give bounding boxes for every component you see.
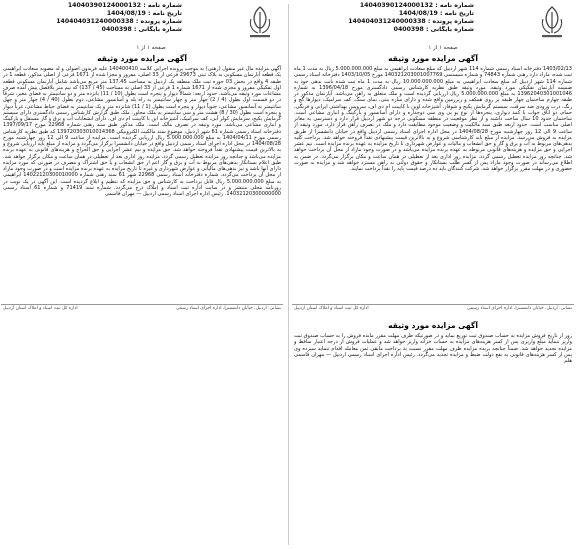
left-header-meta xyxy=(2,2,182,34)
footer-address: نشانی: اردبیل، خیابان دانشسرا، اداره اجرای اسناد رسمی xyxy=(176,306,281,311)
footer-organization: اداره کل ثبت اسناد و املاک استان اردبیل xyxy=(294,306,369,311)
page-number: صفحه ۱ از ۱ xyxy=(428,45,458,51)
notice-footer xyxy=(292,304,574,311)
archive-number: شماره بایگانی : 0400398 xyxy=(393,26,474,33)
auction-notice-continued xyxy=(292,321,574,407)
national-emblem-icon xyxy=(534,3,570,41)
left-page-header xyxy=(0,0,284,54)
letter-date: تاریخ نامه : 1404/08/19 xyxy=(398,10,474,17)
notice-title: آگهی مزایده مورد وثیقه xyxy=(97,54,187,63)
notice-title: آگهی مزایده مورد وثیقه xyxy=(388,54,478,63)
auction-notice xyxy=(292,54,574,302)
case-number: شماره پرونده : 140404031240000338 xyxy=(56,18,182,25)
national-emblem-icon xyxy=(242,3,278,41)
letter-date: تاریخ نامه : 1404/08/19 xyxy=(106,10,182,17)
page-divider xyxy=(288,4,289,545)
right-page-header xyxy=(292,0,576,54)
footer-address: نشانی: اردبیل، خیابان دانشسرا، اداره اجرای اسناد رسمی xyxy=(467,306,572,311)
archive-number: شماره بایگانی : 0400398 xyxy=(101,26,182,33)
footer-organization: اداره کل ثبت اسناد و املاک استان اردبیل xyxy=(3,306,78,311)
case-number: شماره پرونده : 140404031240000338 xyxy=(348,18,474,25)
notice-body: 1403/02/13 دفترخانه اسناد رسمی شماره 114 شهر اردبیل که مبلغ سعادت ابراهیمی به مبلغ 5.000.000.000 ریال به مدت 1 ماه ثبت شده، مازاد دارد رهنی شماره 74843 و شماره سیستمی 140321203001007769 مورخ 1403/10/05 دفترخانه اسناد رسمی شماره 114 شهر اردبیل که مبلغ سعادت ابراهیمی به مبلغ 10.000.000.000 ریال به مدت 1 ماه ثبت شده بابت بدهی خود به ضمیمه آپارتمان تفکیکی مورد وثیقه. مورد وثیقه طبق نظریه کارشناس رسمی دادگستری مورخ 1396/04/18 به شماره 13962040301001046 به مبلغ 5.000.000.000 ریال ارزیابی گردیده است و ملک متعلق به راهن می‌باشد. آپارتمان مذکور در طبقه چهارم ساختمان چهار طبقه بر روی همکف و زیرزمین واقع شده و دارای سازه بتنی، نمای سنگ، کف سرامیک، دیوارها گچ و رنگ، درب ورودی ضد سرقت، سیستم گرمایش پکیج و شوفاژ، آشپزخانه اوپن با کابینت ام دی اف، سرویس بهداشتی ایرانی و فرنگی، حمام، دو اتاق خواب با کمد دیواری، پنجره‌ها از نوع یو پی وی سی دوجداره و دارای آسانسور و پارکینگ و انباری مشاعی است. ساختمان حدود 10 سال ساخت داشته و از نظر موقعیت در منطقه مسکونی درجه دو شهر اردبیل قرار دارد و دسترسی به معابر اصلی مناسب است. حدود اربعه طبق سند مالکیت و وضعیت موجود مطابقت دارد و ملک در تصرف راهن قرار دارد. مورد وثیقه از ساعت 9 الی 12 روز چهارشنبه مورخ 1404/08/28 در محل اداره اجرای اسناد رسمی اردبیل واقع در خیابان دانشسرا از طریق مزایده به فروش می‌رسد. مزایده از مبلغ پایه کارشناسی شروع و به بالاترین قیمت پیشنهادی نقداً فروخته خواهد شد. پرداخت کلیه بدهی‌های مربوط به آب و برق و گاز و حق انشعاب و مالیات و عوارض شهرداری تا تاریخ مزایده به عهده برنده مزایده است. نیم عشر اجرایی و حق مزایده و هزینه‌های قانونی مربوطه به عهده برنده مزایده می‌باشد و در صورت وجود مازاد از محل آن پرداخت خواهد شد. چنانچه روز مزایده تعطیل رسمی گردد، مزایده روز اداری بعد از تعطیلی در همان ساعت و مکان برگزار می‌گردد. در ضمن به اطلاع می‌رساند در صورت وجود مازاد پس از کسر طلب بستانکار و حقوق دولتی به راهن مسترد خواهد شد و مزایده به صورت حضوری و در مهلت مقرر برگزار خواهد شد. شرکت کنندگان باید ده درصد قیمت پایه را نقداً پرداخت نمایند. xyxy=(294,66,573,172)
letter-number: شماره نامه : 14040390124000132 xyxy=(359,2,474,9)
left-page-content xyxy=(1,54,283,543)
right-page-content xyxy=(292,54,574,543)
auction-notice xyxy=(1,54,283,302)
notice-body: آگهی مزایده مال غیر منقول (رهنی) به موجب پرونده اجرایی کلاسه 140400410 علیه فریدون اصولی و له مصوبه سعادت ابراهیمی یک قطعه آپارتمان مسکونی به پلاک ثبتی 29673 فرعی از 33 اصلی، مفروز و مجزا شده از 1671 فرعی از اصلی مذکور، قطعه 1 در طبقه 4 واقع در بخش 03 حوزه ثبت ملک منطقه یک اردبیل به مساحت 137.45 متر مربع می‌باشد شامل آپارتمان مسکونی قطعه اول تفکیکی مفروز و مجزی شده از 1671 شماره 1 فرعی از 33 اصلی به مساحت (45 / 137) که نیم متر بلافصل پیش آمده صرف مشاعات مورد وثیقه می‌باشد. حدود اربعه: شمالاً دیوار و پنجره است بطول (10 / 11) بانزده متر و دو سانتیمتر به فضای معبر، شرقاً در دو قسمت اول بطول (4 / 2) چهار متر و چهار سانتیمتر به راه پله و آسانسور مشاعی، دوم بطول (40 / 4) چهار متر و چهل سانتیمتر به آسانسور مشاعی، جنوباً دیوار و پنجره است بطول (1 / 11) شانزده متر و یک سانتیمتر به فضای حیاط مشاعی، غرباً دیوار و پنجره است بطول (30 / 8) هشت متر و سی سانتیمتر به ملک مجاور. ملک طبق گزارش کارشناس رسمی دادگستری دارای سیستم گرمایش پکیج، سرمایش کولر آبی، کف سرامیک، آشپزخانه اپن با کابینت ام دی اف، دارای انشعابات آب و برق و گاز مستقل و پارکینگ و انباری مشاعی می‌باشد. مورد وثیقه در تصرف مالک است. ملک مذکور طبق سند رهنی شماره 22968 مورخ 1397/09/17 دفترخانه اسناد رسمی شماره 61 شهر اردبیل، موضوع سند مالکیت الکترونیکی 139720303010014368 که طبق نظریه کارشناس رسمی مورخ 1404/04/11 به مبلغ 5.000.000.000 ریال ارزیابی گردیده است. مزایده از ساعت 9 الی 12 روز چهارشنبه مورخ 1404/08/28 در محل اداره اجرای اسناد رسمی اردبیل واقع در خیابان دانشسرا برگزار می‌گردد و مزایده از مبلغ پایه ارزیابی شروع و به بالاترین قیمت پیشنهادی نقداً فروخته خواهد شد. حق مزایده و نیم عشر اجرایی و حق الحراج و هزینه‌های قانونی به عهده برنده مزایده می‌باشد و چنانچه روز مزایده تعطیل رسمی گردد، مزایده روز اداری بعد از تعطیلی در همان ساعت و مکان برگزار خواهد شد. طبق اعلام بستانکار بدهی‌های مربوط به آب و برق و گاز اعم از حق انشعاب و یا حق اشتراک و مصرف در صورتی که مورد مزایده دارای آنها باشد و نیز بدهی‌های مالیاتی و عوارض شهرداری و غیره تا تاریخ مزایده به عهده برنده مزایده است و در صورت وجود مازاد از محل آن پرداخت می‌گردد. شماره دفترخانه اسناد رسمی 22968 شهر 61 سند رهنی شماره 14022120300010000 ابراهیمی به مبلغ 5.000.000.000 ریال قابل پرداخت به کارشناس و حق مزایده که تنظیم و ابلاغ گردیده است. این آگهی در یک نوبت در روزنامه محلی منتشر و در سایت اداره ثبت اسناد و املاک درج می‌گردد. شماره سند 71419 و شماره 61 اسناد رسمی 14032120300000000. رئیس اداره اجرای اسناد رسمی اردبیل — مهران قاسمی xyxy=(3,66,282,197)
page-number: صفحه ۱ از ۱ xyxy=(136,45,166,51)
notice-body: روز از تاریخ فروش مزایده به حساب صندوق ثبت توزیع نماید و در صورتیکه ظرف مهلت مقرر مانده فروش را به حساب صندوق ثبت واریز ننماید مبلغ واریزی پس از کسر هزینه‌های مزایده به حساب خزانه واریز خواهد شد و عملیات فروش از درجه اعتبار ساقط و مزایده تجدید خواهد شد. ضمناً چنانچه برنده مزایده ظرف مهلت مقرر نسبت به پرداخت مابقی ثمن معامله اقدام ننماید سپرده وی پس از کسر هزینه‌های قانونی به نفع دولت ضبط و مزایده تجدید می‌گردد. رئیس اداره اجرای اسناد رسمی اردبیل — مهران قاسمی هلم xyxy=(294,333,572,364)
right-header-meta xyxy=(294,2,474,34)
notice-footer xyxy=(1,304,283,311)
letter-number: شماره نامه : 14040390124000132 xyxy=(67,2,182,9)
notice-title: آگهی مزایده مورد وثیقه xyxy=(388,321,478,330)
